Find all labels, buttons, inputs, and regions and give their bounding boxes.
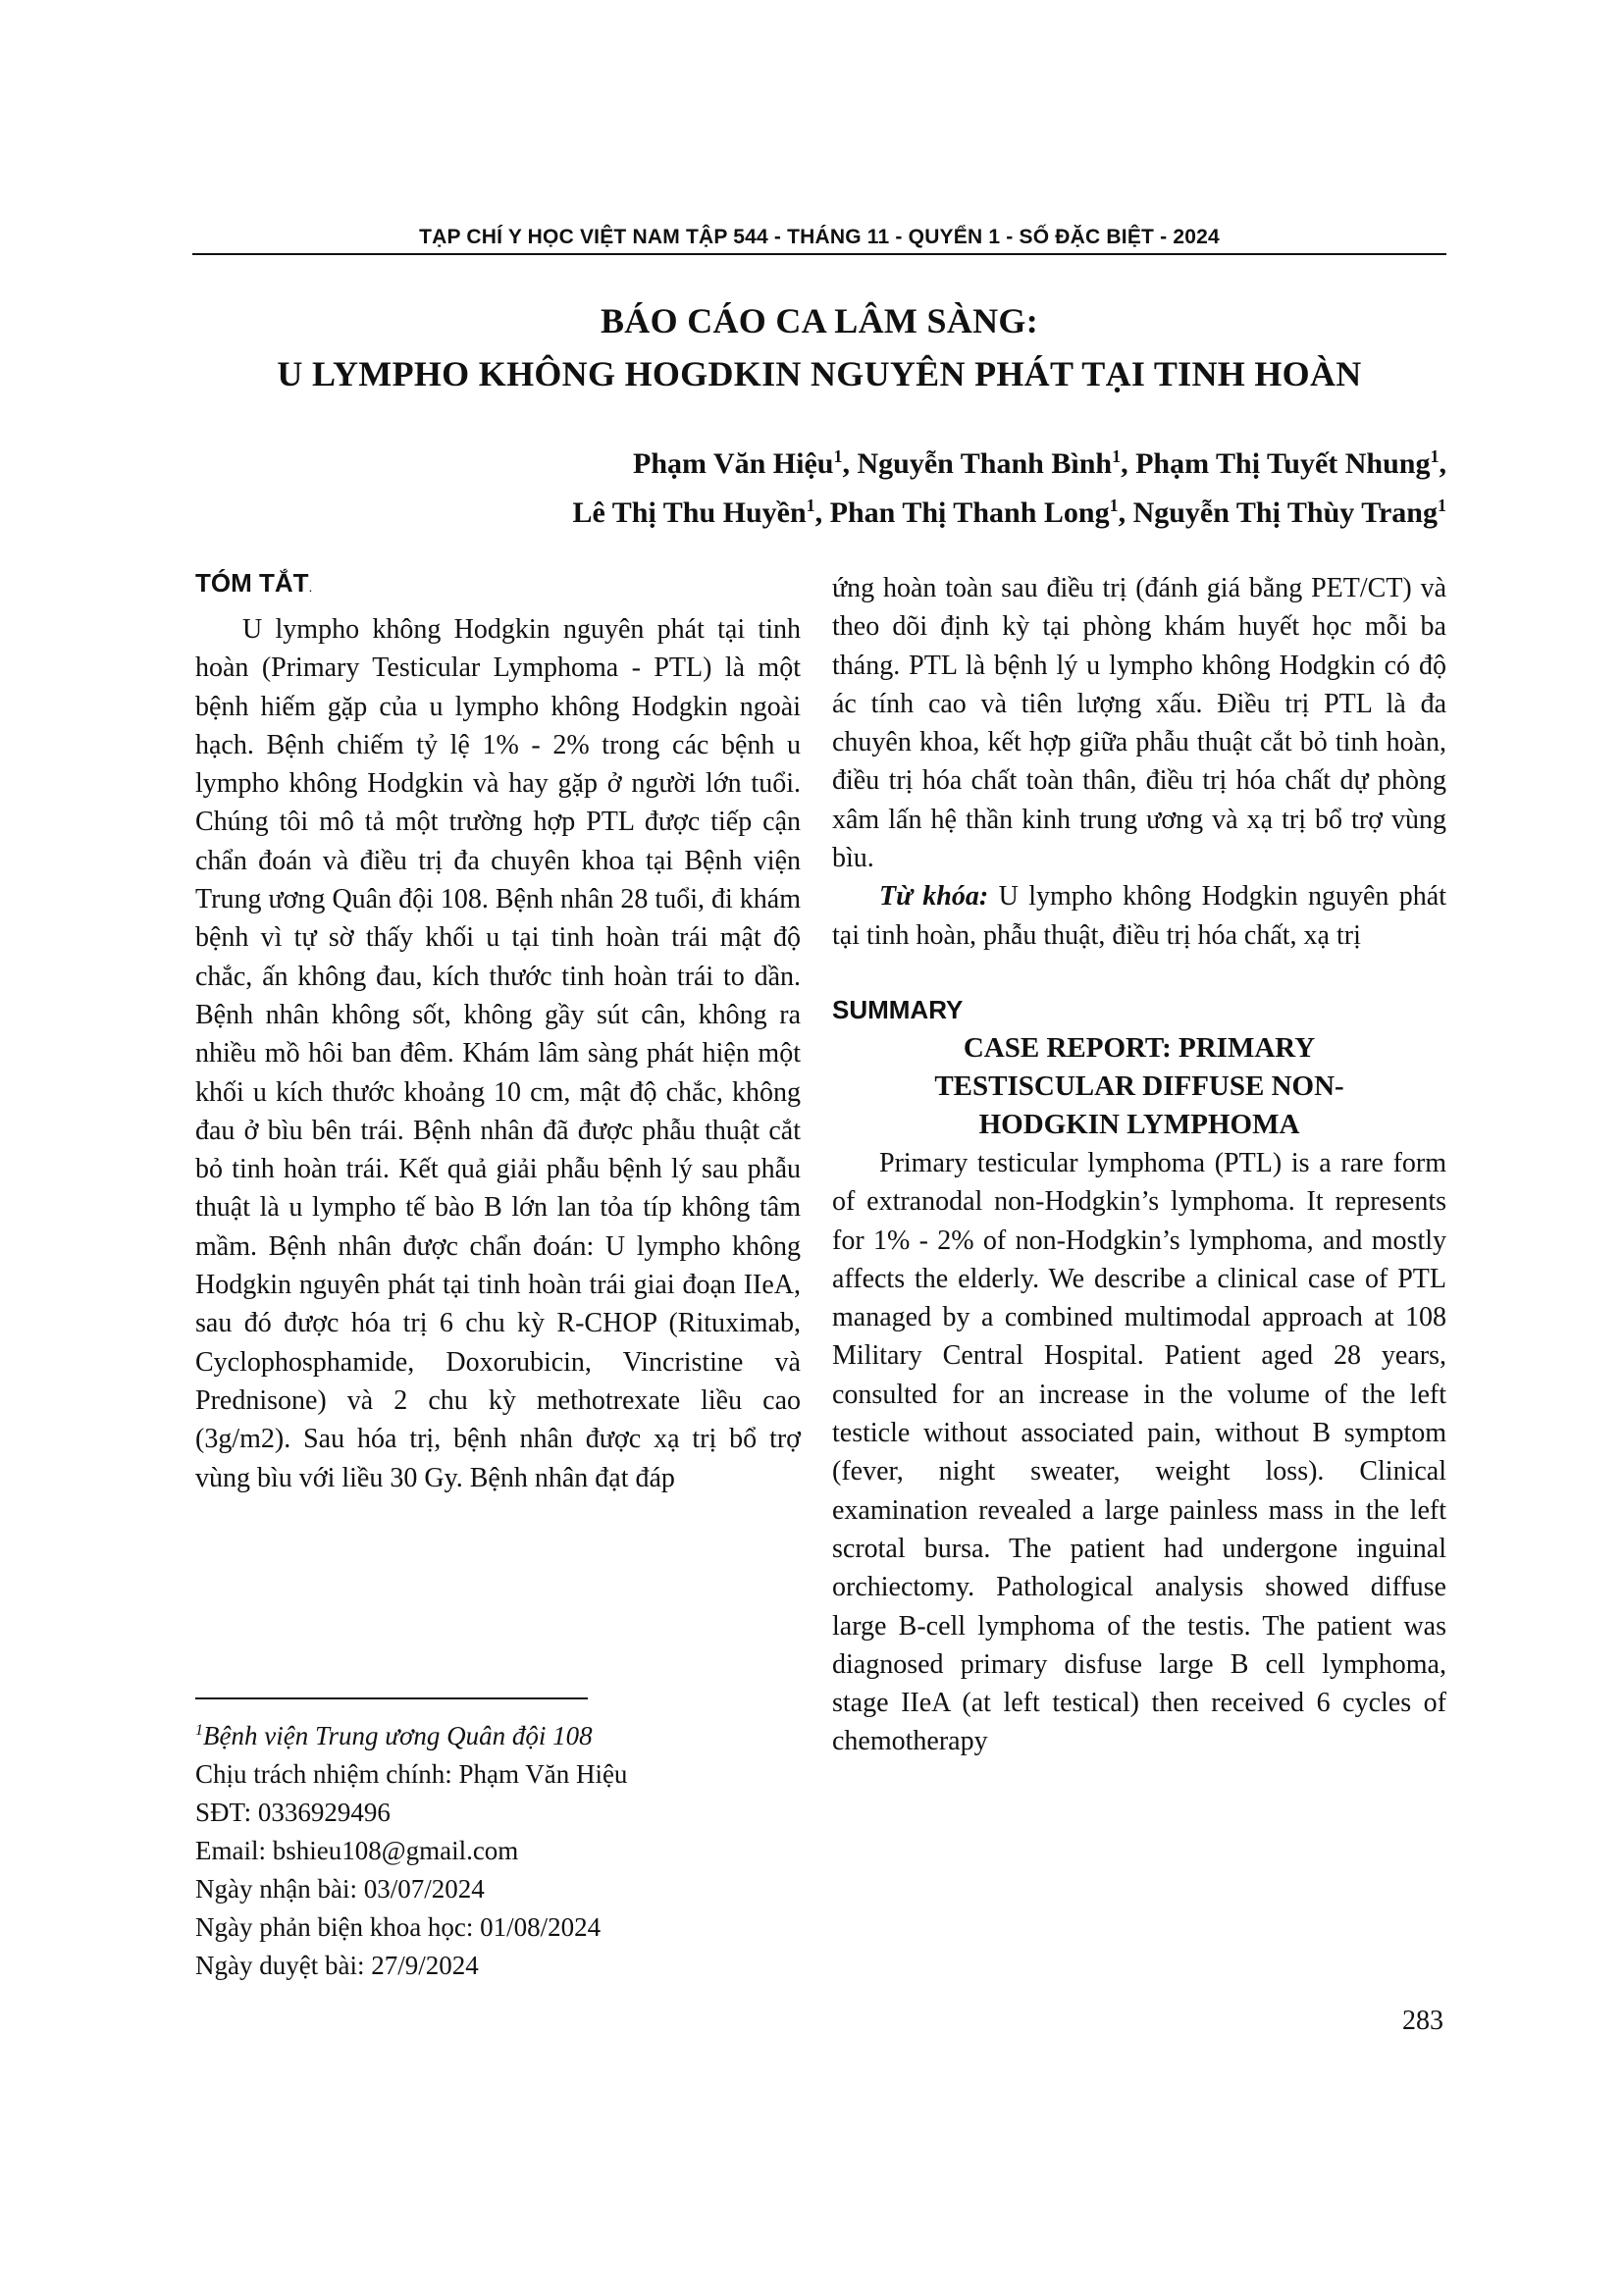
author-list (573, 440, 1447, 538)
footnote-affiliation-mark: 1 (195, 1722, 203, 1739)
author-affiliation-mark: 1 (1112, 446, 1122, 466)
english-title-line-1: CASE REPORT: PRIMARY (963, 1031, 1316, 1064)
page-number: 283 (1402, 2006, 1443, 2036)
footnote-responsible: Chịu trách nhiệm chính: Phạm Văn Hiệu (195, 1759, 628, 1789)
summary-body: Primary testicular lymphoma (PTL) is a rare form of extranodal non-Hodgkin’s lymphoma. It represents for 1% - 2% of non-Hodgkin’s lymphoma, and mostly affects the elderly. We describe a clinical case of PTL managed by a combined multimodal approach at 108 Military Central Hospital. Patient aged 28 years, consulted for an increase in the volume of the left testicle without associated pain, without B symptom (fever, night sweater, weight loss). Clinical examination revealed a large painless mass in the left scrotal bursa. The patient had undergone inguinal orchiectomy. Pathological analysis showed diffuse large B-cell lymphoma of the testis. The patient was diagnosed primary disfuse large B cell lymphoma, stage IIeA (at left testical) then received 6 cycles of chemotherapy (832, 1147, 1446, 1757)
author-name: Nguyễn Thị Thùy Trang (1132, 496, 1438, 529)
footnote-divider (195, 1697, 588, 1699)
keywords-paragraph (832, 877, 1446, 955)
author-affiliation-mark: 1 (1438, 496, 1446, 515)
author-name: Phan Thị Thanh Long (829, 496, 1110, 529)
abstract-heading-text: TÓM TẮT (195, 568, 309, 598)
author-name: Lê Thị Thu Huyền (572, 496, 807, 529)
title-line-2: U LYMPHO KHÔNG HOGDKIN NGUYÊN PHÁT TẠI TINH HOÀN (277, 354, 1362, 393)
summary-heading: SUMMARY (832, 994, 964, 1024)
keywords-label: Từ khóa: (879, 881, 989, 913)
keywords-text: U lympho không Hodgkin nguyên phát tại tinh hoàn, phẫu thuật, điều trị hóa chất, xạ trị (832, 881, 1446, 951)
header-divider (192, 253, 1446, 255)
footnote-review-date: Ngày phản biện khoa học: 01/08/2024 (195, 1912, 602, 1942)
footnote-affiliation-text: Bệnh viện Trung ương Quân đội 108 (203, 1721, 593, 1750)
english-title (832, 1029, 1446, 1144)
abstract-body-vi-continued: ứng hoàn toàn sau điều trị (đánh giá bằng PET/CT) và theo dõi định kỳ tại phòng khám huyết học mỗi ba tháng. PTL là bệnh lý u lympho không Hodgkin có độ ác tính cao và tiên lượng xấu. Điều trị PTL là đa chuyên khoa, kết hợp giữa phẫu thuật cắt bỏ tinh hoàn, điều trị hóa chất toàn thân, điều trị hóa chất dự phòng xâm lấn hệ thần kinh trung ương và xạ trị bổ trợ vùng bìu. (832, 573, 1446, 874)
article-title (192, 294, 1446, 400)
author-name: Nguyễn Thanh Bình (857, 447, 1113, 480)
footnote-phone: SĐT: 0336929496 (195, 1798, 391, 1827)
author-line-2: Lê Thị Thu Huyền$^1$, Phan Thị Thanh Long$^1$, Nguyễn Thị Thùy Trang$^1$ (572, 496, 1446, 529)
english-title-line-3: HODGKIN LYMPHOMA (978, 1108, 1300, 1140)
english-title-line-2: TESTISCULAR DIFFUSE NON- (934, 1070, 1344, 1102)
abstract-heading (195, 563, 801, 606)
footnote-accepted-date: Ngày duyệt bài: 27/9/2024 (195, 1951, 479, 1980)
footnotes (195, 1717, 627, 1985)
author-affiliation-mark: 1 (1109, 496, 1119, 515)
abstract-body-vi: U lympho không Hodgkin nguyên phát tại tinh hoàn (Primary Testicular Lymphoma - PTL) là một bệnh hiếm gặp của u lympho không Hodgkin ngoài hạch. Bệnh chiếm tỷ lệ 1% - 2% trong các bệnh u lympho không Hodgkin và hay gặp ở người lớn tuổi. Chúng tôi mô tả một trường hợp PTL được tiếp cận chẩn đoán và điều trị đa chuyên khoa tại Bệnh viện Trung ương Quân đội 108. Bệnh nhân 28 tuổi, đi khám bệnh vì tự sờ thấy khối u tại tinh hoàn trái mật độ chắc, ấn không đau, kích thước tinh hoàn trái to dần. Bệnh nhân không sốt, không gầy sút cân, không ra nhiều mồ hôi ban đêm. Khám lâm sàng phát hiện một khối u kích thước khoảng 10 cm, mật độ chắc, không đau ở bìu bên trái. Bệnh nhân đã được phẫu thuật cắt bỏ tinh hoàn trái. Kết quả giải phẫu bệnh lý sau phẫu thuật là u lympho tế bào B lớn lan tỏa típ không tâm mầm. Bệnh nhân được chẩn đoán: U lympho không Hodgkin nguyên phát tại tinh hoàn trái giai đoạn IIeA, sau đó được hóa trị 6 chu kỳ R-CHOP (Rituximab, Cyclophosphamide, Doxorubicin, Vincristine và Prednisone) và 2 chu kỳ methotrexate liều cao (3g/m2). Sau hóa trị, bệnh nhân được xạ trị bổ trợ vùng bìu với liều 30 Gy. Bệnh nhân đạt đáp (195, 614, 801, 1493)
author-affiliation-mark: 1 (833, 446, 843, 466)
right-column (832, 569, 1446, 1761)
author-name: Phạm Thị Tuyết Nhung (1135, 447, 1431, 480)
author-affiliation-mark: 1 (1430, 446, 1440, 466)
journal-header: TẠP CHÍ Y HỌC VIỆT NAM TẬP 544 - THÁNG 11 - QUYỂN 1 - SỐ ĐẶC BIỆT - 2024 (419, 226, 1220, 248)
author-line-1: Phạm Văn Hiệu$^1$, Nguyễn Thanh Bình$^1$, Phạm Thị Tuyết Nhung$^1$, (633, 446, 1446, 480)
abstract-heading-dot: . (308, 579, 313, 595)
author-name: Phạm Văn Hiệu (633, 447, 834, 480)
footnote-received-date: Ngày nhận bài: 03/07/2024 (195, 1874, 485, 1904)
author-affiliation-mark: 1 (806, 496, 815, 515)
title-line-1: BÁO CÁO CA LÂM SÀNG: (600, 301, 1038, 340)
footnote-email: Email: bshieu108@gmail.com (195, 1836, 519, 1865)
left-column (195, 563, 801, 1497)
footnote-affiliation (195, 1717, 627, 1755)
